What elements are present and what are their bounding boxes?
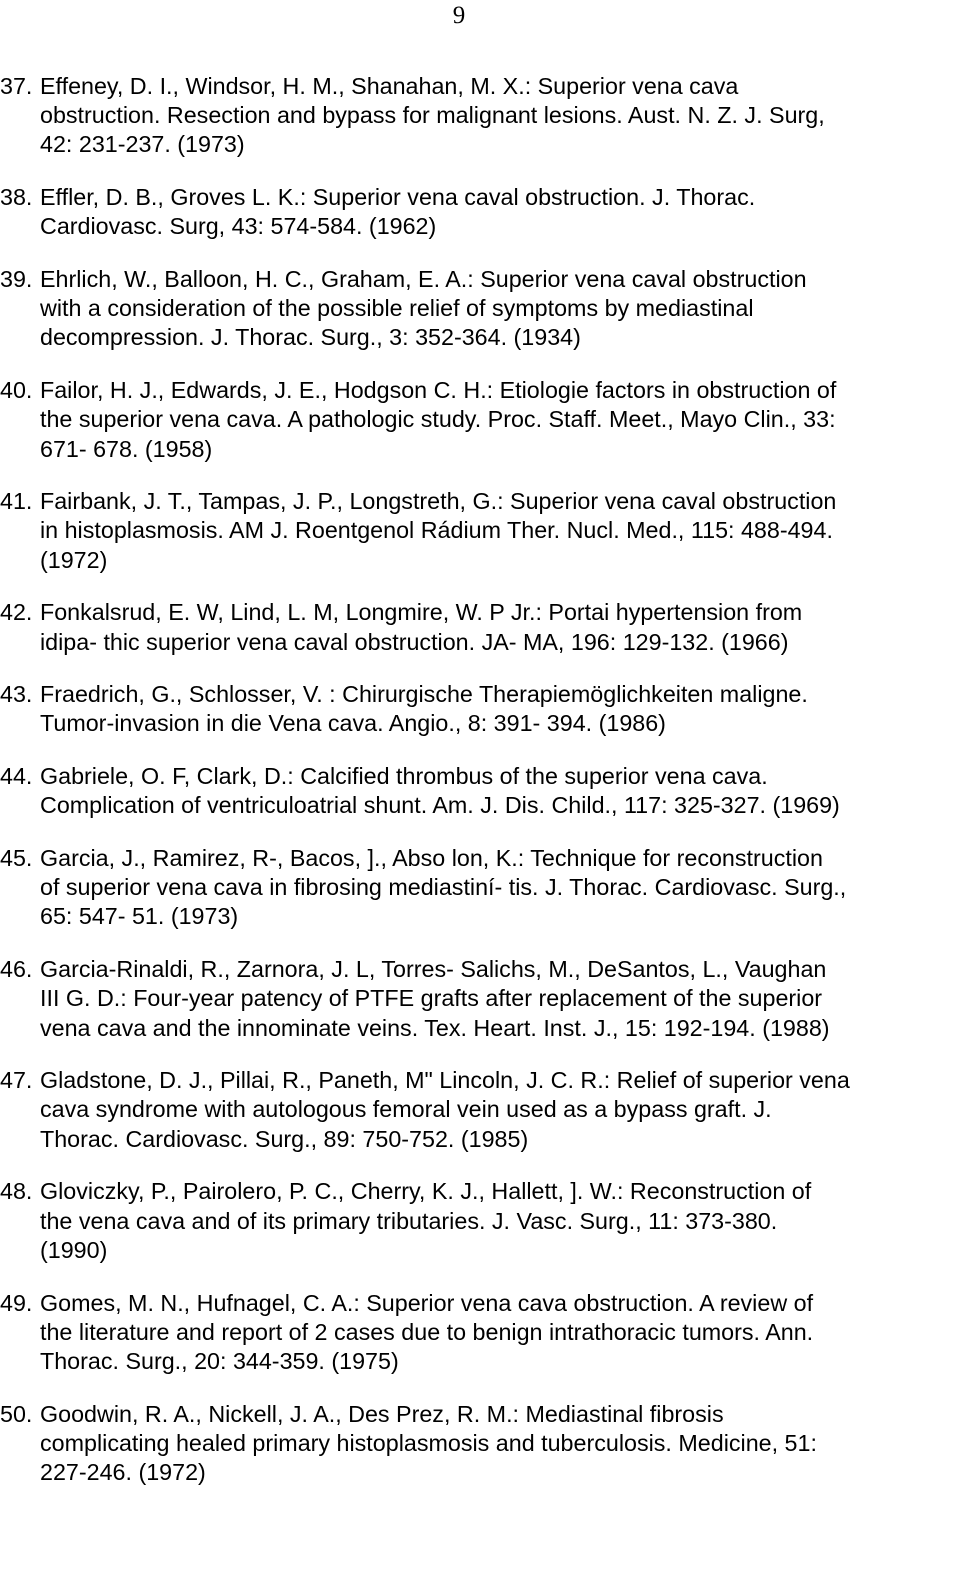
reference-number: 42. xyxy=(0,599,33,626)
reference-line: Tumor-invasion in die Vena cava. Angio., 8: 391- 394. (1986) xyxy=(40,710,666,737)
reference-line: Effler, D. B., Groves L. K.: Superior vena caval obstruction. J. Thorac. xyxy=(40,184,756,211)
reference-line: Gomes, M. N., Hufnagel, C. A.: Superior vena cava obstruction. A review of xyxy=(40,1289,814,1316)
reference-item xyxy=(0,376,960,464)
reference-line: III G. D.: Four-year patency of PTFE grafts after replacement of the superior xyxy=(40,985,823,1012)
reference-text xyxy=(40,1400,960,1488)
reference-item xyxy=(0,1066,960,1154)
reference-line: Thorac. Surg., 20: 344-359. (1975) xyxy=(40,1347,399,1374)
reference-number: 45. xyxy=(0,845,33,872)
reference-item xyxy=(0,955,960,1043)
reference-line: 227-246. (1972) xyxy=(40,1459,206,1486)
reference-line: Garcia, J., Ramirez, R-, Bacos, ]., Abso lon, K.: Technique for reconstruction xyxy=(40,845,823,872)
reference-line: decompression. J. Thorac. Surg., 3: 352-364. (1934) xyxy=(40,324,581,351)
reference-number: 39. xyxy=(0,266,33,293)
reference-line: obstruction. Resection and bypass for malignant lesions. Aust. N. Z. J. Surg, xyxy=(40,102,825,129)
reference-line: (1972) xyxy=(40,546,108,573)
reference-line: Goodwin, R. A., Nickell, J. A., Des Prez, R. M.: Mediastinal fibrosis xyxy=(40,1400,724,1427)
reference-text xyxy=(40,762,960,820)
reference-text xyxy=(40,265,960,353)
reference-number: 46. xyxy=(0,956,33,983)
reference-line: idipa- thic superior vena caval obstruction. JA- MA, 196: 129-132. (1966) xyxy=(40,628,789,655)
reference-text xyxy=(40,680,960,738)
reference-line: Ehrlich, W., Balloon, H. C., Graham, E. A.: Superior vena caval obstruction xyxy=(40,266,807,293)
reference-line: 671- 678. (1958) xyxy=(40,435,213,462)
reference-number: 38. xyxy=(0,184,33,211)
reference-line: the literature and report of 2 cases due to benign intrathoracic tumors. Ann. xyxy=(40,1318,814,1345)
reference-number: 43. xyxy=(0,681,33,708)
reference-line: Fraedrich, G., Schlosser, V. : Chirurgische Therapiemöglichkeiten maligne. xyxy=(40,681,808,708)
reference-item xyxy=(0,72,960,160)
reference-line: Gabriele, O. F, Clark, D.: Calcified thrombus of the superior vena cava. xyxy=(40,763,768,790)
reference-line: of superior vena cava in fibrosing mediastiní- tis. J. Thorac. Cardiovasc. Surg., xyxy=(40,874,847,901)
reference-line: vena cava and the innominate veins. Tex. Heart. Inst. J., 15: 192-194. (1988) xyxy=(40,1014,830,1041)
reference-text xyxy=(40,955,960,1043)
reference-line: in histoplasmosis. AM J. Roentgenol Rádium Ther. Nucl. Med., 115: 488-494. xyxy=(40,517,833,544)
reference-text xyxy=(40,183,960,241)
reference-line: cava syndrome with autologous femoral vein used as a bypass graft. J. xyxy=(40,1096,772,1123)
reference-line: the vena cava and of its primary tributaries. J. Vasc. Surg., 11: 373-380. xyxy=(40,1207,778,1234)
reference-item xyxy=(0,762,960,820)
reference-text xyxy=(40,72,960,160)
reference-text xyxy=(40,844,960,932)
reference-list xyxy=(0,72,960,1511)
reference-item xyxy=(0,487,960,575)
reference-item xyxy=(0,1400,960,1488)
reference-line: 65: 547- 51. (1973) xyxy=(40,903,239,930)
reference-text xyxy=(40,376,960,464)
reference-line: Gladstone, D. J., Pillai, R., Paneth, M" Lincoln, J. C. R.: Relief of superior vena xyxy=(40,1067,850,1094)
reference-item xyxy=(0,265,960,353)
reference-line: Fairbank, J. T., Tampas, J. P., Longstreth, G.: Superior vena caval obstruction xyxy=(40,488,837,515)
reference-number: 44. xyxy=(0,763,33,790)
reference-line: Effeney, D. I., Windsor, H. M., Shanahan, M. X.: Superior vena cava xyxy=(40,73,739,99)
reference-line: the superior vena cava. A pathologic study. Proc. Staff. Meet., Mayo Clin., 33: xyxy=(40,406,836,433)
reference-line: (1990) xyxy=(40,1236,108,1263)
reference-line: complicating healed primary histoplasmosis and tuberculosis. Medicine, 51: xyxy=(40,1429,817,1456)
reference-item xyxy=(0,183,960,241)
reference-number: 37. xyxy=(0,73,33,99)
reference-line: Gloviczky, P., Pairolero, P. C., Cherry, K. J., Hallett, ]. W.: Reconstruction of xyxy=(40,1178,812,1205)
reference-line: with a consideration of the possible relief of symptoms by mediastinal xyxy=(40,295,754,322)
reference-item xyxy=(0,1289,960,1377)
reference-line: Garcia-Rinaldi, R., Zarnora, J. L, Torres- Salichs, M., DeSantos, L., Vaughan xyxy=(40,956,827,983)
reference-item xyxy=(0,598,960,656)
reference-number: 50. xyxy=(0,1400,33,1427)
reference-text xyxy=(40,598,960,656)
reference-item xyxy=(0,680,960,738)
reference-text xyxy=(40,1066,960,1154)
reference-line: Cardiovasc. Surg, 43: 574-584. (1962) xyxy=(40,213,437,240)
reference-number: 49. xyxy=(0,1289,33,1316)
reference-number: 40. xyxy=(0,377,33,404)
reference-line: Complication of ventriculoatrial shunt. Am. J. Dis. Child., 117: 325-327. (1969) xyxy=(40,792,840,819)
reference-line: Failor, H. J., Edwards, J. E., Hodgson C. H.: Etiologie factors in obstruction of xyxy=(40,377,837,404)
reference-text xyxy=(40,487,960,575)
reference-item xyxy=(0,844,960,932)
reference-item xyxy=(0,1177,960,1265)
reference-number: 41. xyxy=(0,488,33,515)
page-number: 9 xyxy=(452,2,466,29)
reference-line: 42: 231-237. (1973) xyxy=(40,131,245,158)
reference-text xyxy=(40,1177,960,1265)
reference-line: Fonkalsrud, E. W, Lind, L. M, Longmire, W. P Jr.: Portai hypertension from xyxy=(40,599,803,626)
reference-text xyxy=(40,1289,960,1377)
reference-number: 47. xyxy=(0,1067,33,1094)
reference-line: Thorac. Cardiovasc. Surg., 89: 750-752. (1985) xyxy=(40,1125,529,1152)
reference-number: 48. xyxy=(0,1178,33,1205)
